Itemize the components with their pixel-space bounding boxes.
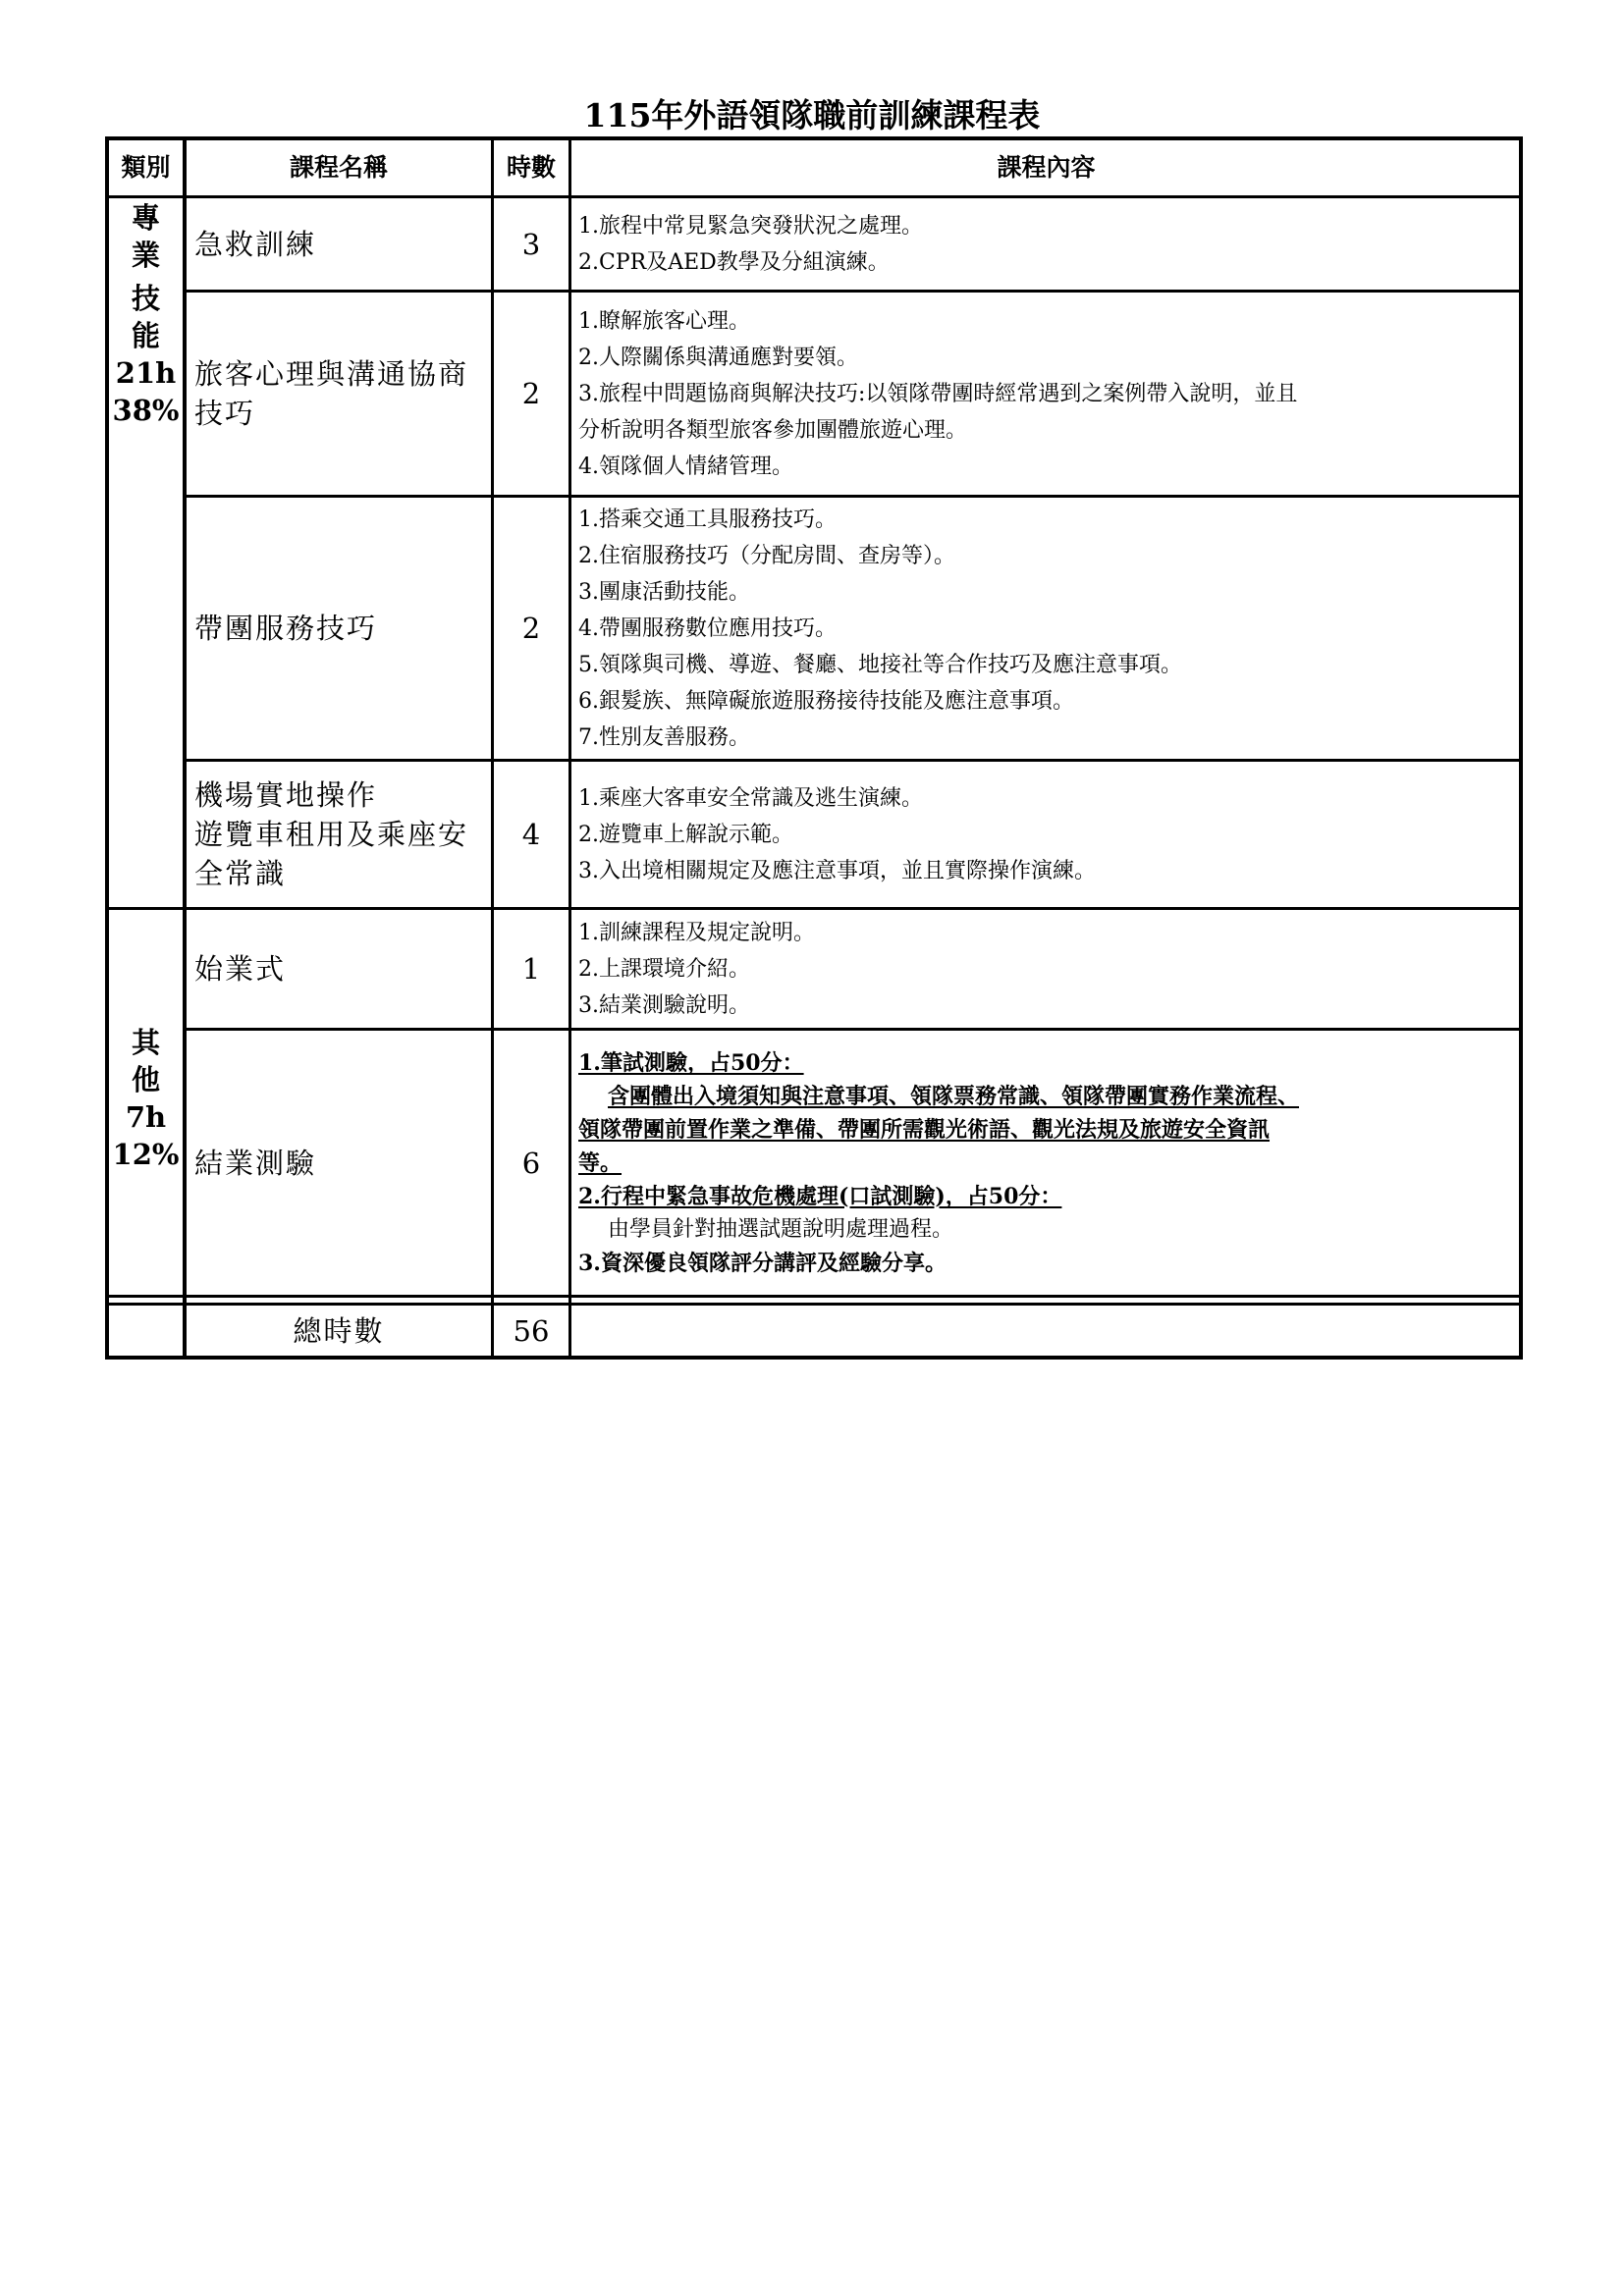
content-line: 3.結業測驗說明。 bbox=[578, 992, 750, 1018]
content-line: 2.行程中緊急事故危機處理(口試測驗)，占50分： bbox=[578, 1183, 1062, 1209]
content-line: 3.團康活動技能。 bbox=[578, 579, 750, 605]
content-line: 分析說明各類型旅客參加團體旅遊心理。 bbox=[578, 417, 968, 443]
category-line: 7h bbox=[125, 1100, 167, 1134]
category-other bbox=[109, 1024, 183, 1191]
content-line: 由學員針對抽選試題說明處理過程。 bbox=[608, 1216, 954, 1242]
course-hours: 1 bbox=[521, 952, 541, 986]
content-line: 3.旅程中問題協商與解決技巧:以領隊帶團時經常遇到之案例帶入說明，並且 bbox=[578, 381, 1298, 406]
course-content bbox=[573, 762, 1521, 907]
category-line: 38% bbox=[112, 394, 180, 427]
content-line: 1.搭乘交通工具服務技巧。 bbox=[578, 507, 837, 532]
header-category: 類別 bbox=[121, 153, 171, 182]
content-line: 7.性別友善服務。 bbox=[578, 724, 750, 750]
content-line: 2.遊覽車上解說示範。 bbox=[578, 822, 793, 847]
content-line: 4.領隊個人情緒管理。 bbox=[578, 454, 793, 479]
content-line: 1.旅程中常見緊急突發狀況之處理。 bbox=[578, 213, 923, 239]
content-line: 1.瞭解旅客心理。 bbox=[578, 308, 750, 334]
content-line: 等。 bbox=[578, 1149, 623, 1176]
table-divider bbox=[568, 140, 571, 1356]
course-hours: 2 bbox=[521, 377, 541, 410]
total-hours: 56 bbox=[513, 1313, 550, 1348]
table-divider bbox=[109, 1295, 1519, 1298]
content-line: 5.領隊與司機、導遊、餐廳、地接社等合作技巧及應注意事項。 bbox=[578, 652, 1182, 677]
course-name: 帶團服務技巧 bbox=[194, 612, 378, 645]
content-line: 2.住宿服務技巧（分配房間、查房等）。 bbox=[578, 543, 955, 568]
category-line: 21h bbox=[115, 356, 177, 390]
content-line: 1.筆試測驗，占50分： bbox=[578, 1049, 804, 1076]
category-line: 其 bbox=[131, 1026, 160, 1059]
header-content: 課程內容 bbox=[997, 153, 1096, 182]
course-content bbox=[573, 293, 1521, 495]
category-line: 業 bbox=[131, 239, 160, 272]
course-hours: 4 bbox=[521, 818, 541, 851]
header-course: 課程名稱 bbox=[289, 153, 388, 182]
content-line: 2.人際關係與溝通應對要領。 bbox=[578, 345, 858, 370]
course-hours: 2 bbox=[521, 612, 541, 645]
content-line: 領隊帶團前置作業之準備、帶團所需觀光術語、觀光法規及旅遊安全資訊 bbox=[578, 1116, 1271, 1143]
course-name: 急救訓練 bbox=[194, 227, 317, 261]
category-line: 他 bbox=[131, 1063, 160, 1096]
content-line: 1.訓練課程及規定說明。 bbox=[578, 920, 815, 945]
course-hours: 3 bbox=[521, 227, 541, 261]
content-line: 2.上課環境介紹。 bbox=[578, 956, 750, 982]
course-content bbox=[573, 198, 1521, 290]
content-line: 3.資深優良領隊評分講評及經驗分享。 bbox=[578, 1250, 947, 1276]
course-content bbox=[573, 498, 1521, 759]
category-professional-skills bbox=[109, 199, 183, 427]
total-label: 總時數 bbox=[293, 1313, 385, 1348]
content-line: 3.入出境相關規定及應注意事項，並且實際操作演練。 bbox=[578, 858, 1096, 883]
course-schedule-table bbox=[105, 136, 1523, 1360]
course-content bbox=[573, 910, 1521, 1028]
course-name: 結業測驗 bbox=[194, 1146, 317, 1180]
category-line: 12% bbox=[112, 1138, 180, 1171]
content-line: 1.乘座大客車安全常識及逃生演練。 bbox=[578, 785, 923, 811]
course-content bbox=[573, 1031, 1521, 1295]
course-name: 旅客心理與溝通協商 技巧 bbox=[194, 357, 469, 430]
content-line: 含團體出入境須知與注意事項、領隊票務常識、領隊帶團實務作業流程、 bbox=[608, 1083, 1300, 1109]
category-line: 能 bbox=[131, 319, 160, 352]
content-line: 2.CPR及AED教學及分組演練。 bbox=[578, 249, 890, 275]
course-hours: 6 bbox=[521, 1146, 541, 1180]
category-line: 技 bbox=[131, 282, 160, 315]
course-name: 始業式 bbox=[194, 952, 287, 986]
content-line: 4.帶團服務數位應用技巧。 bbox=[578, 615, 837, 641]
content-line: 6.銀髮族、無障礙旅遊服務接待技能及應注意事項。 bbox=[578, 688, 1074, 714]
header-hours: 時數 bbox=[506, 153, 556, 182]
page-title: 115年外語領隊職前訓練課程表 bbox=[583, 96, 1041, 134]
category-line: 專 bbox=[131, 201, 160, 235]
course-name: 機場實地操作 遊覽車租用及乘座安 全常識 bbox=[194, 778, 469, 890]
